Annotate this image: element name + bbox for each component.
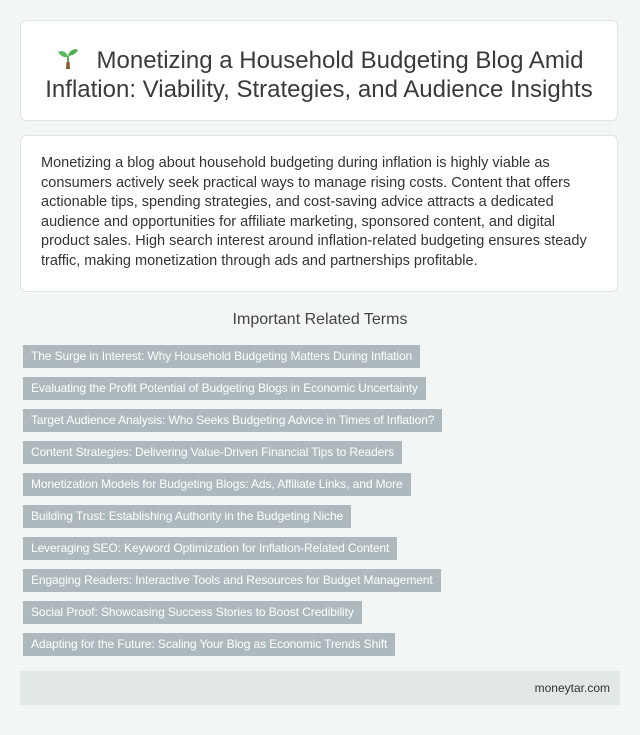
- footer: [20, 671, 620, 705]
- page-title: [21, 21, 617, 104]
- related-term-link[interactable]: Engaging Readers: Interactive Tools and Resources for Budget Management: [23, 569, 441, 592]
- list-item: [23, 505, 442, 528]
- related-terms-list: [23, 345, 442, 665]
- related-term-link[interactable]: Content Strategies: Delivering Value-Driven Financial Tips to Readers: [23, 441, 402, 464]
- page-title-text: Monetizing a Household Budgeting Blog Amid Inflation: Viability, Strategies, and Audience Insights: [45, 47, 593, 103]
- list-item: [23, 409, 442, 432]
- list-item: [23, 345, 442, 368]
- intro-card: [20, 135, 618, 292]
- related-term-link[interactable]: Target Audience Analysis: Who Seeks Budgeting Advice in Times of Inflation?: [23, 409, 442, 432]
- footer-site-link[interactable]: moneytar.com: [534, 681, 610, 695]
- list-item: [23, 633, 442, 656]
- sprout-icon: [55, 45, 81, 71]
- related-term-link[interactable]: Building Trust: Establishing Authority in the Budgeting Niche: [23, 505, 351, 528]
- related-term-link[interactable]: Leveraging SEO: Keyword Optimization for Inflation-Related Content: [23, 537, 397, 560]
- intro-paragraph: Monetizing a blog about household budgeting during inflation is highly viable as consumers actively seek practical ways to manage rising costs. Content that offers actionable tips, spending strategies, and cost-saving advice attracts a dedicated audience and opportunities for affiliate marketing, sponsored content, and digital product sales. High search interest around inflation-related budgeting ensures steady traffic, making monetization through ads and partnerships profitable.: [41, 155, 587, 269]
- list-item: [23, 601, 442, 624]
- related-term-link[interactable]: Adapting for the Future: Scaling Your Blog as Economic Trends Shift: [23, 633, 395, 656]
- list-item: [23, 537, 442, 560]
- related-term-link[interactable]: Monetization Models for Budgeting Blogs: Ads, Affiliate Links, and More: [23, 473, 411, 496]
- related-term-link[interactable]: Social Proof: Showcasing Success Stories to Boost Credibility: [23, 601, 362, 624]
- list-item: [23, 377, 442, 400]
- list-item: [23, 441, 442, 464]
- related-term-link[interactable]: Evaluating the Profit Potential of Budgeting Blogs in Economic Uncertainty: [23, 377, 426, 400]
- list-item: [23, 473, 442, 496]
- list-item: [23, 569, 442, 592]
- title-card: [20, 20, 618, 121]
- related-term-link[interactable]: The Surge in Interest: Why Household Budgeting Matters During Inflation: [23, 345, 420, 368]
- related-terms-heading: Important Related Terms: [232, 311, 408, 328]
